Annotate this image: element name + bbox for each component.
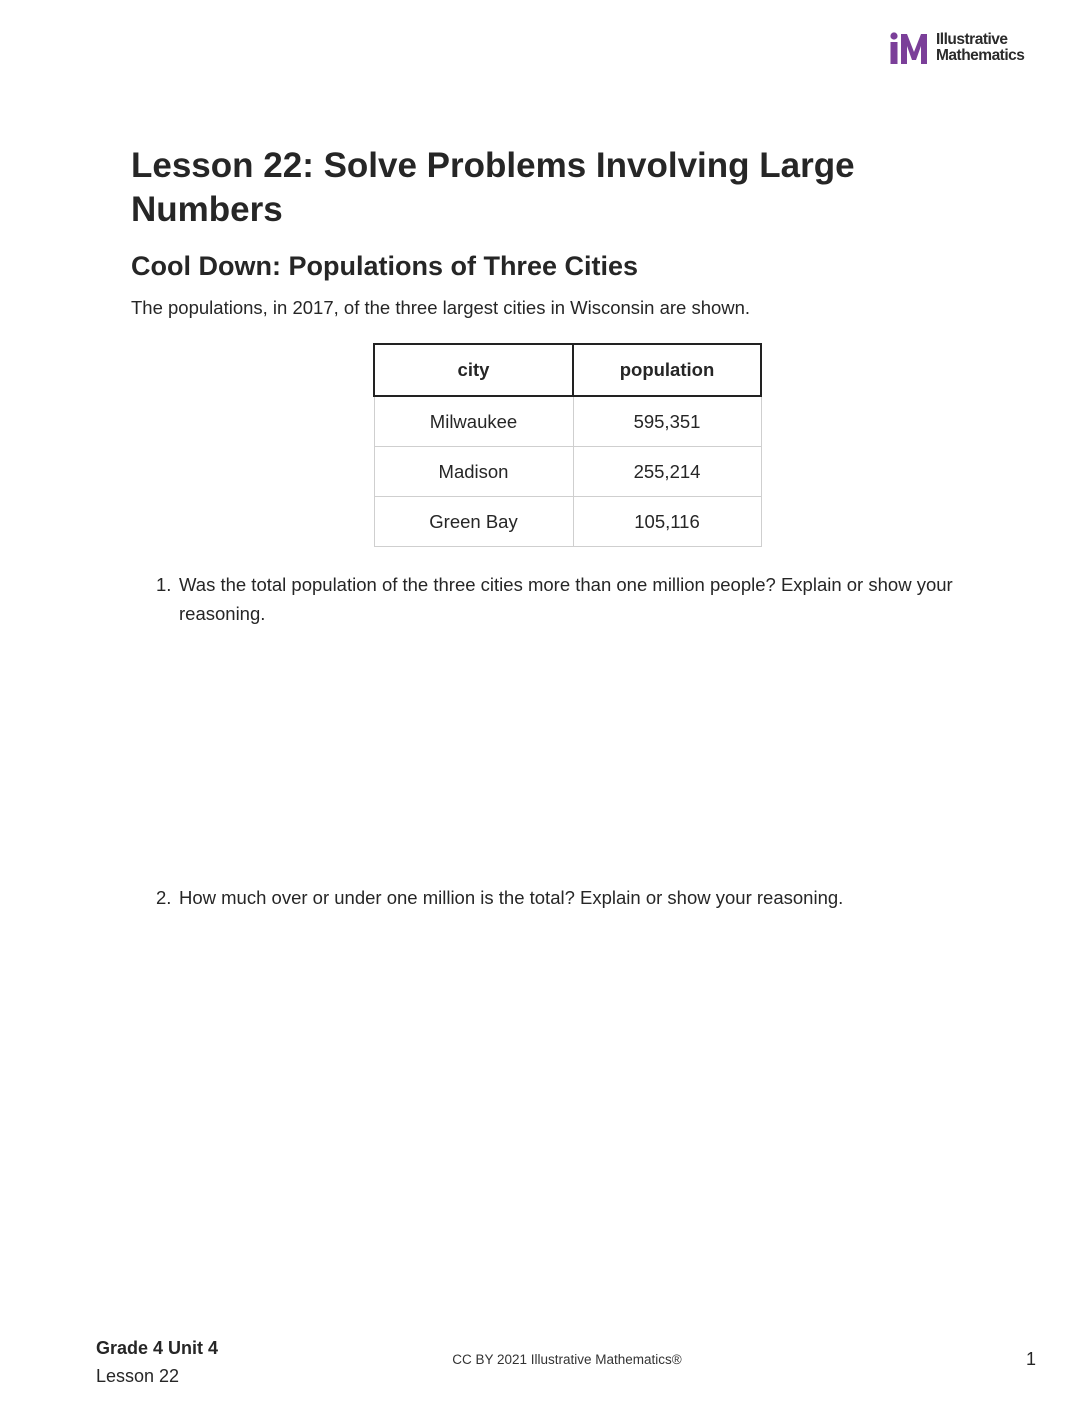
illustrative-mathematics-logo (889, 30, 1049, 68)
question-number: 2. (156, 887, 172, 908)
table-row (374, 396, 761, 447)
table-row (374, 447, 761, 497)
column-header-city: city (374, 344, 573, 396)
city-cell: Milwaukee (374, 396, 573, 447)
footer-grade-unit: Grade 4 Unit 4 (96, 1338, 219, 1358)
city-cell: Green Bay (374, 497, 573, 547)
question-number: 1. (156, 574, 172, 595)
question-1 (131, 570, 1011, 630)
footer-copyright: CC BY 2021 Illustrative Mathematics® (452, 1352, 682, 1367)
question-2 (131, 883, 1011, 913)
population-cell: 105,116 (573, 497, 761, 547)
logo-line2: Mathematics (936, 47, 1025, 64)
population-cell: 255,214 (573, 447, 761, 497)
population-cell: 595,351 (573, 396, 761, 447)
question-text: Was the total population of the three cities more than one million people? Explain or show your reasoning. (179, 574, 953, 624)
footer-lesson: Lesson 22 (96, 1366, 180, 1386)
city-cell: Madison (374, 447, 573, 497)
table-header-row (374, 344, 761, 396)
intro-text: The populations, in 2017, of the three largest cities in Wisconsin are shown. (131, 297, 751, 318)
page-title: Lesson 22: Solve Problems Involving Large Numbers (131, 146, 855, 229)
column-header-population: population (573, 344, 761, 396)
question-text: How much over or under one million is the total? Explain or show your reasoning. (179, 887, 844, 908)
logo-text (936, 32, 1024, 64)
population-table (373, 343, 762, 547)
page-number: 1 (1025, 1349, 1036, 1369)
section-title: Cool Down: Populations of Three Cities (131, 251, 639, 281)
im-logo-icon (889, 32, 931, 66)
logo-line1: Illustrative (936, 31, 1008, 48)
table-row (374, 497, 761, 547)
